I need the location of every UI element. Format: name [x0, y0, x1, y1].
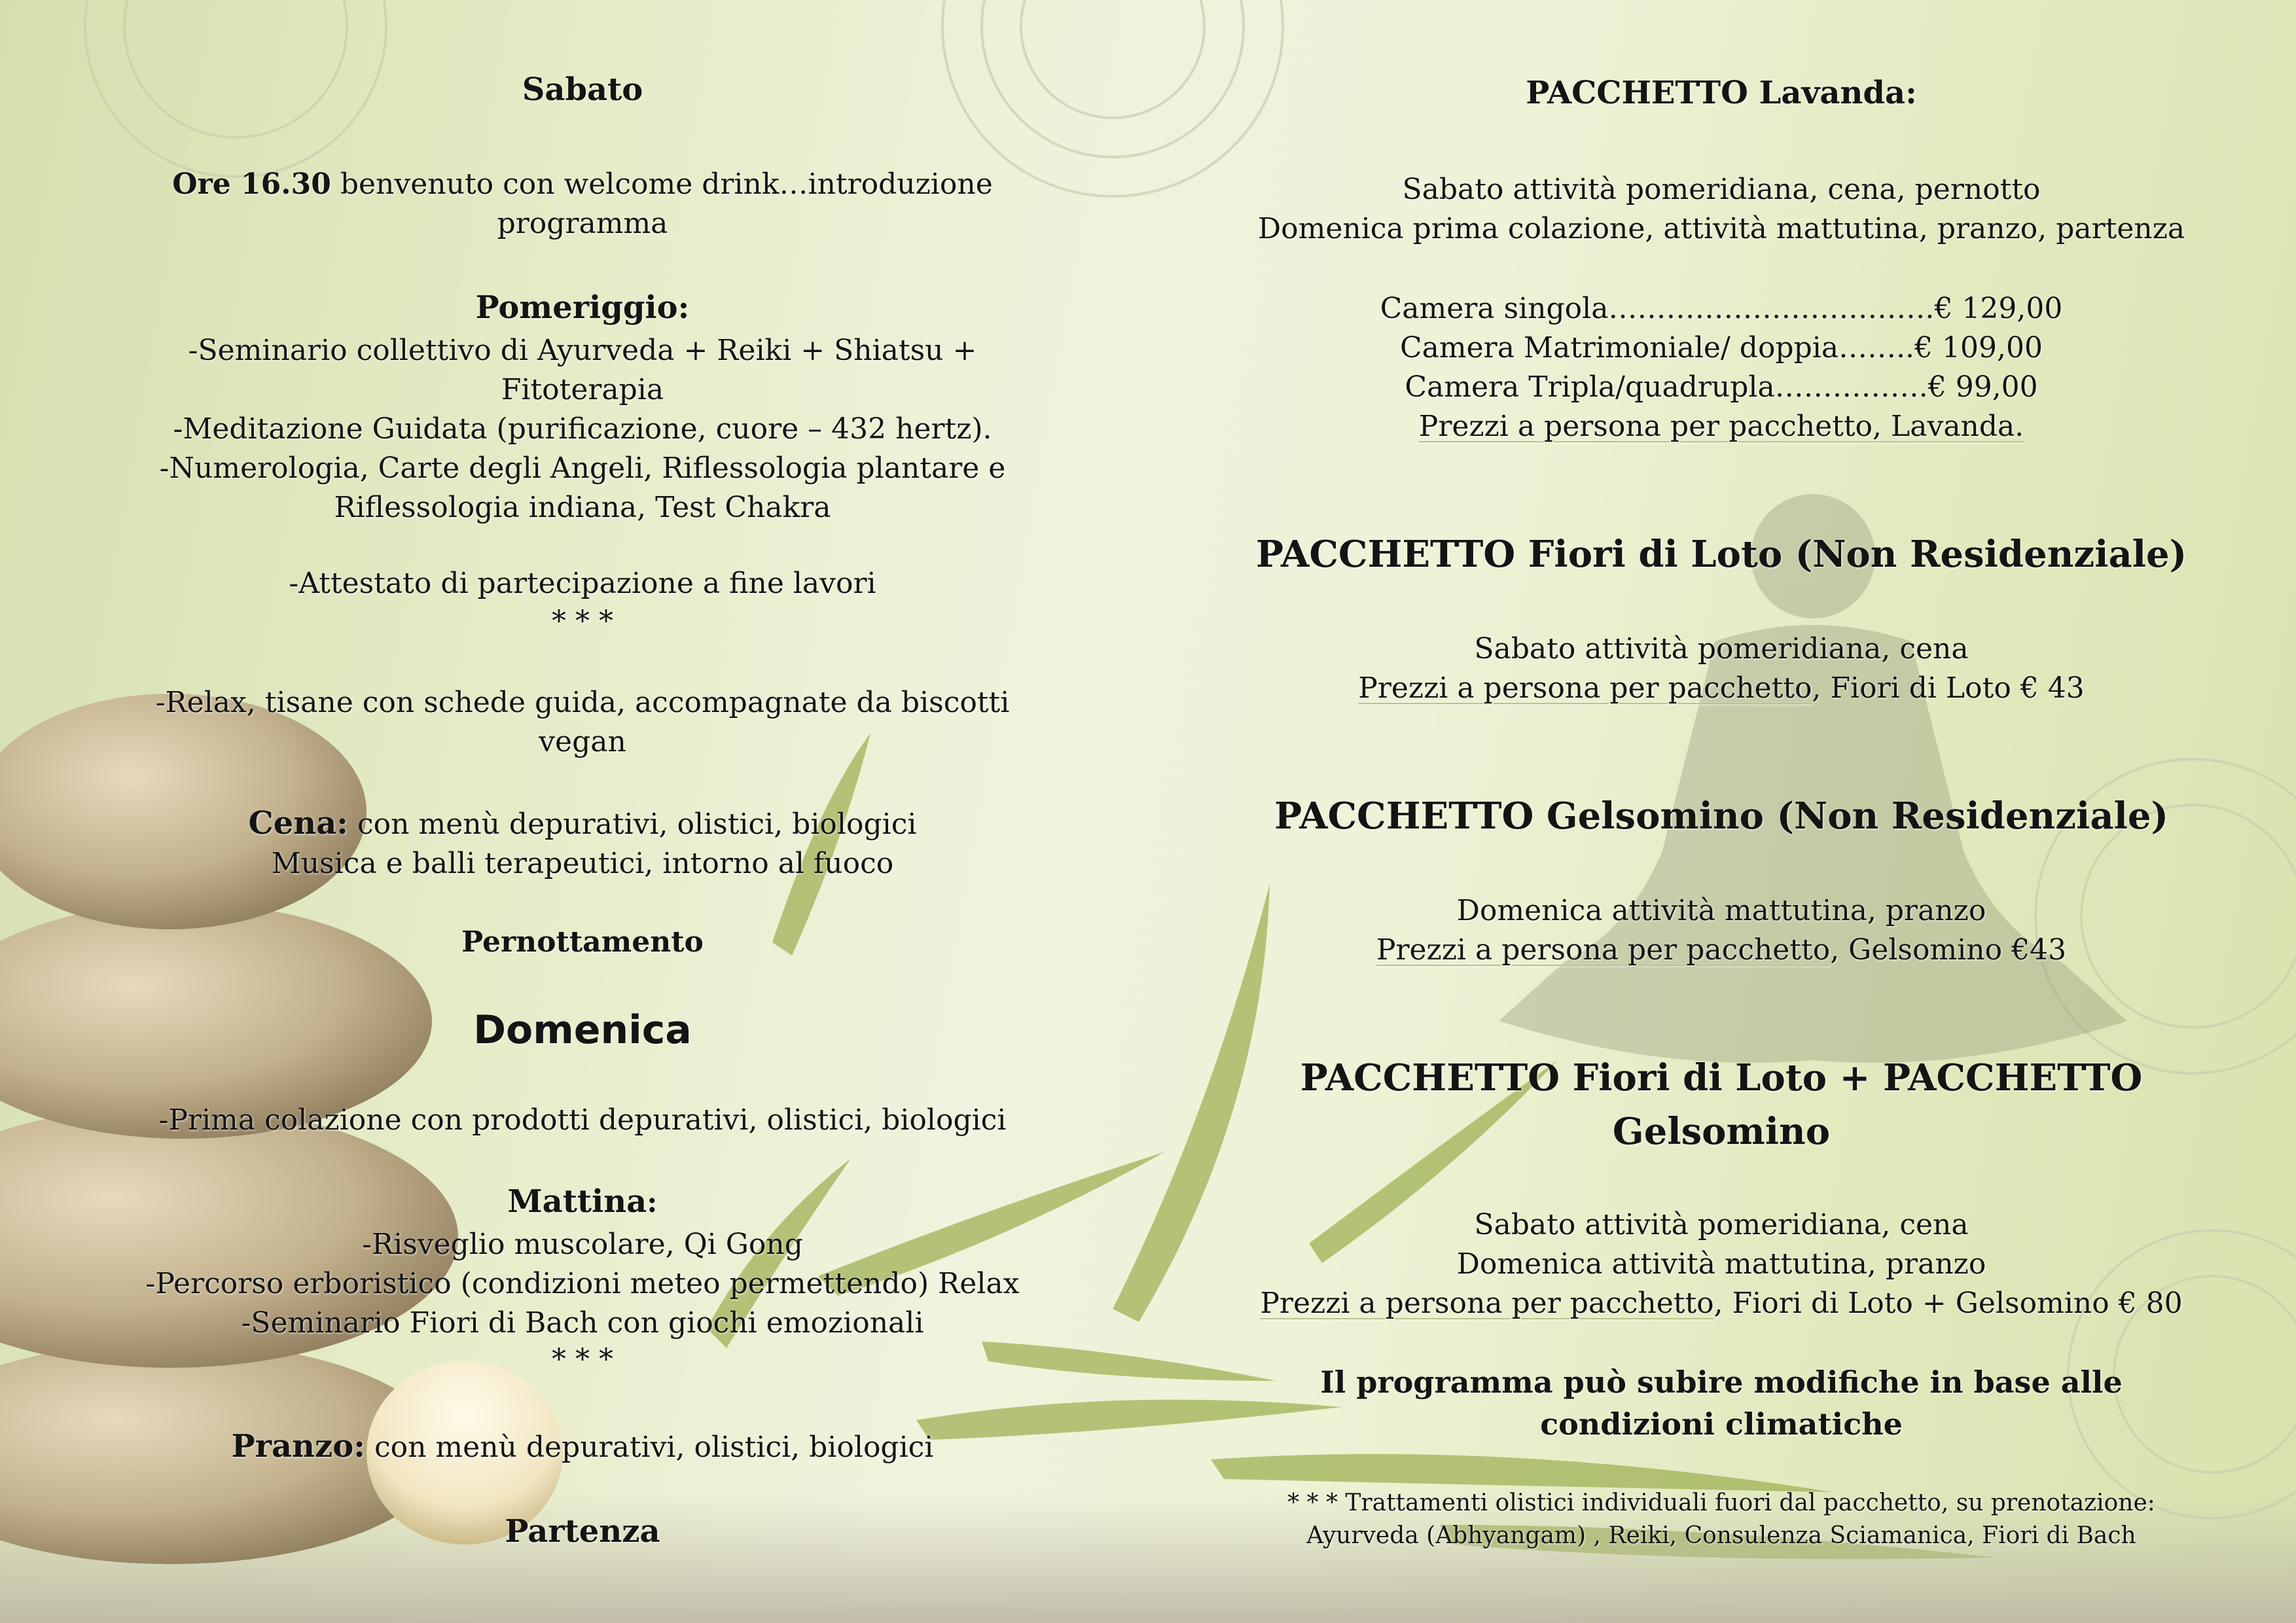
lunch-text: con menù depurativi, olistici, biologici [374, 1431, 934, 1464]
loto-price-rest: , Fiori di Loto € 43 [1812, 671, 2085, 705]
certificate-line: -Attestato di partecipazione a fine lavori [289, 567, 876, 600]
morning-title [65, 1182, 1100, 1222]
afternoon-line: Riflessologia indiana, Test Chakra [334, 491, 831, 524]
gelsomino-price-rest: , Gelsomino €43 [1830, 933, 2067, 967]
lunch-label: Pranzo: [231, 1428, 365, 1465]
dinner-text: con menù depurativi, olistici, biologici [357, 808, 917, 841]
lavanda-price: Camera Tripla/quadrupla…………….€ 99,00 [1405, 370, 2038, 404]
afternoon-title: Pomeriggio: [475, 289, 690, 326]
combo-title: PACCHETTO Fiori di Loto + PACCHETTO [1300, 1056, 2143, 1099]
combo-line: Domenica attività mattutina, pranzo [1456, 1247, 1986, 1281]
lavanda-price: Camera Matrimoniale/ doppia……..€ 109,00 [1400, 331, 2043, 365]
combo-price-rest: , Fiori di Loto + Gelsomino € 80 [1713, 1287, 2183, 1320]
relax-line: vegan [539, 725, 626, 758]
welcome-line-2: programma [497, 207, 668, 240]
afternoon-line: -Meditazione Guidata (purificazione, cuore – 432 hertz). [173, 412, 992, 446]
lavanda-price: Camera singola…………………………….€ 129,00 [1380, 292, 2063, 325]
loto-price-label: Prezzi a persona per pacchetto [1358, 671, 1812, 705]
separator: * * * [552, 605, 613, 638]
combo-price-label: Prezzi a persona per pacchetto [1260, 1287, 1714, 1320]
morning-line: -Risveglio muscolare, Qi Gong [362, 1228, 803, 1261]
departure-label: Partenza [505, 1513, 660, 1550]
lunch-line [65, 1427, 1100, 1467]
gelsomino-price [1165, 931, 2278, 970]
morning-label: Mattina [507, 1183, 647, 1220]
gelsomino-line: Domenica attività mattutina, pranzo [1456, 894, 1986, 927]
afternoon-line: -Numerologia, Carte degli Angeli, Riflessologia plantare e [159, 452, 1006, 485]
combo-title-2: Gelsomino [1612, 1110, 1831, 1153]
loto-title: PACCHETTO Fiori di Loto (Non Residenziale) [1255, 533, 2187, 576]
lavanda-line: Domenica prima colazione, attività mattutina, pranzo, partenza [1257, 212, 2185, 245]
lavanda-title: PACCHETTO Lavanda: [1526, 75, 1917, 111]
lavanda-line: Sabato attività pomeridiana, cena, pernotto [1402, 173, 2041, 206]
footnote-line: Ayurveda (Abhyangam) , Reiki, Consulenza Sciamanica, Fiori di Bach [1306, 1522, 2136, 1549]
morning-line: -Percorso erboristico (condizioni meteo permettendo) Relax [145, 1267, 1020, 1300]
morning-colon: : [647, 1186, 658, 1219]
gelsomino-price-label: Prezzi a persona per pacchetto [1376, 933, 1831, 967]
welcome-line [65, 165, 1100, 204]
disclaimer-line: Il programma può subire modifiche in base alle [1320, 1364, 2123, 1400]
saturday-title: Sabato [522, 71, 643, 108]
meditation-silhouette-icon [1499, 494, 2127, 1063]
combo-price [1165, 1284, 2278, 1323]
dinner-line [65, 804, 1100, 844]
combo-line: Sabato attività pomeridiana, cena [1474, 1208, 1969, 1241]
footnote-line: * * * Trattamenti olistici individuali fuori dal pacchetto, su prenotazione: [1287, 1489, 2155, 1516]
morning-line: -Seminario Fiori di Bach con giochi emozionali [241, 1306, 924, 1340]
welcome-text: benvenuto con welcome drink…introduzione [340, 168, 993, 201]
relax-line: -Relax, tisane con schede guida, accompagnate da biscotti [155, 686, 1010, 719]
gelsomino-title: PACCHETTO Gelsomino (Non Residenziale) [1274, 794, 2168, 838]
loto-price [1165, 669, 2278, 708]
dinner-label: Cena: [248, 805, 349, 842]
afternoon-line: -Seminario collettivo di Ayurveda + Reiki + Shiatsu + [188, 334, 977, 367]
disclaimer-line: condizioni climatiche [1540, 1406, 1903, 1442]
breakfast-line: -Prima colazione con prodotti depurativi, olistici, biologici [158, 1103, 1007, 1137]
dinner-line-2: Musica e balli terapeutici, intorno al fuoco [271, 847, 894, 880]
loto-line: Sabato attività pomeridiana, cena [1474, 632, 1969, 666]
welcome-time: Ore 16.30 [172, 168, 331, 201]
lavanda-note-text: Prezzi a persona per pacchetto, Lavanda. [1418, 410, 2024, 443]
overnight-label: Pernottamento [461, 925, 704, 959]
separator: * * * [552, 1343, 613, 1376]
sunday-title: Domenica [473, 1007, 692, 1053]
afternoon-line: Fitoterapia [501, 373, 664, 406]
lavanda-note [1165, 407, 2278, 446]
